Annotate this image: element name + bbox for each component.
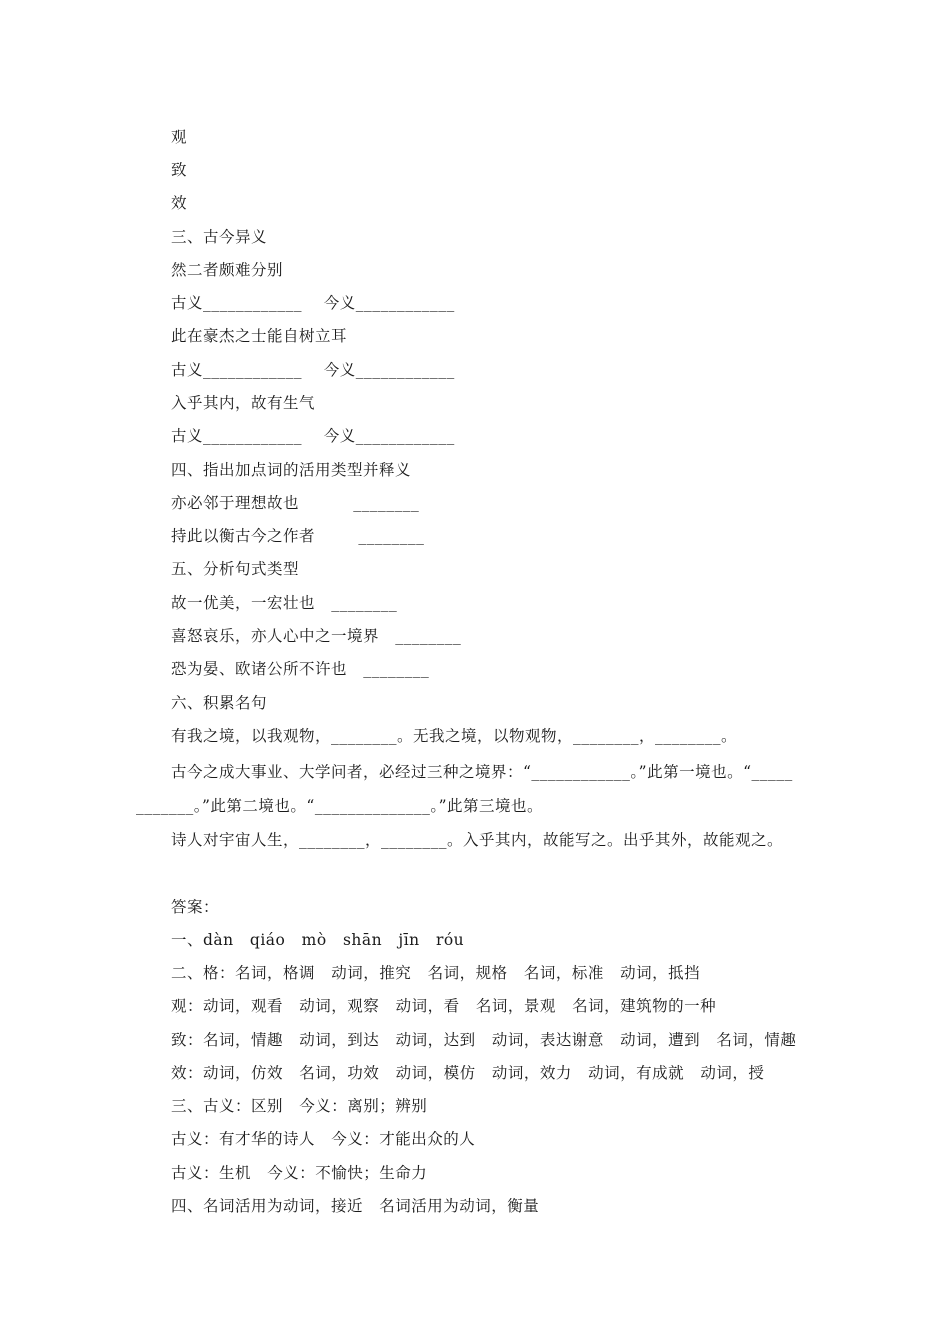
quote-line-continued: _______。”此第二境也。“______________。”此第三境也。 bbox=[136, 797, 544, 815]
sentence-line: 入乎其内，故有生气 bbox=[171, 394, 316, 412]
answer-line: 观：动词，观看 动词，观察 动词，看 名词，景观 名词，建筑物的一种 bbox=[171, 997, 717, 1015]
answer-line: 致：名词，情趣 动词，到达 动词，达到 动词，表达谢意 动词，遭到 名词，情趣 bbox=[171, 1031, 797, 1049]
section-heading-6: 六、积累名句 bbox=[171, 694, 268, 712]
section-heading-5: 五、分析句式类型 bbox=[171, 560, 300, 578]
answer-line: 效：动词，仿效 名词，功效 动词，模仿 动词，效力 动词，有成就 动词，授 bbox=[171, 1064, 765, 1082]
sentence-line: 喜怒哀乐，亦人心中之一境界 ________ bbox=[171, 627, 462, 645]
blank-line: 古义____________ 今义____________ bbox=[171, 294, 455, 312]
sentence-line: 持此以衡古今之作者 ________ bbox=[171, 527, 425, 545]
exercise-line-xiao: 效 bbox=[171, 194, 188, 212]
sentence-line: 然二者颇难分别 bbox=[171, 261, 284, 279]
sentence-line: 故一优美，一宏壮也 ________ bbox=[171, 594, 398, 612]
exercise-line-zhi: 致 bbox=[171, 161, 188, 179]
answer-line: 一、dàn qiáo mò shān jīn róu bbox=[171, 931, 465, 949]
answer-heading: 答案： bbox=[171, 898, 220, 916]
answer-line: 古义：有才华的诗人 今义：才能出众的人 bbox=[171, 1130, 476, 1148]
quote-line: 诗人对宇宙人生，________，________。入乎其内，故能写之。出乎其外，故能观之。 bbox=[171, 831, 784, 849]
blank-line: 古义____________ 今义____________ bbox=[171, 361, 455, 379]
sentence-line: 亦必邻于理想故也 ________ bbox=[171, 494, 420, 512]
section-heading-3: 三、古今异义 bbox=[171, 228, 268, 246]
exercise-line-guan: 观 bbox=[171, 128, 188, 146]
answer-line: 二、格：名词，格调 动词，推究 名词，规格 名词，标准 动词，抵挡 bbox=[171, 964, 701, 982]
sentence-line: 恐为晏、欧诸公所不许也 ________ bbox=[171, 660, 430, 678]
section-heading-4: 四、指出加点词的活用类型并释义 bbox=[171, 461, 412, 479]
answer-line: 三、古义：区别 今义：离别；辨别 bbox=[171, 1097, 428, 1115]
quote-line: 古今之成大事业、大学问者，必经过三种之境界：“____________。”此第一境也。“_____ bbox=[171, 763, 793, 781]
sentence-line: 此在豪杰之士能自树立耳 bbox=[171, 327, 348, 345]
answer-line: 四、名词活用为动词，接近 名词活用为动词，衡量 bbox=[171, 1197, 540, 1215]
answer-line: 古义：生机 今义：不愉快；生命力 bbox=[171, 1164, 428, 1182]
quote-line: 有我之境，以我观物，________。无我之境，以物观物，________，________。 bbox=[171, 727, 738, 745]
blank-line: 古义____________ 今义____________ bbox=[171, 427, 455, 445]
